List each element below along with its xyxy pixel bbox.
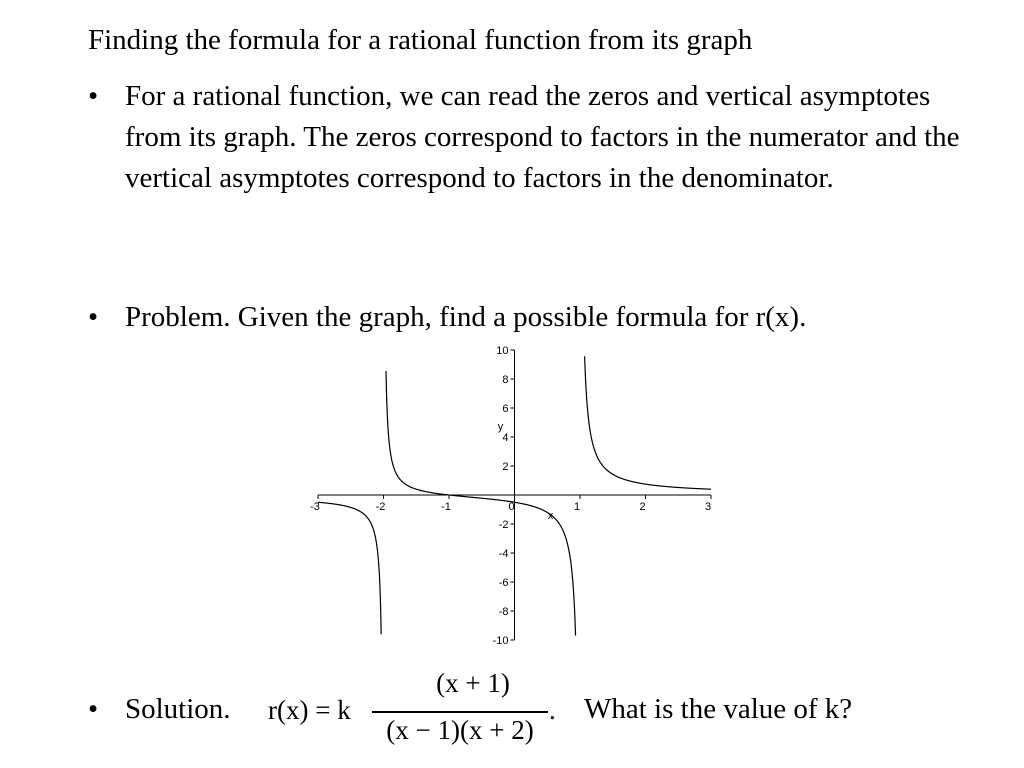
x-tick-label: 2 <box>639 501 646 513</box>
curve-middle-branch <box>386 371 576 636</box>
curve-left-branch <box>318 502 381 634</box>
solution-formula <box>268 668 568 758</box>
x-axis-label: x <box>547 510 554 522</box>
y-tick-label: 2 <box>502 461 509 473</box>
y-axis-label: y <box>497 420 504 433</box>
y-tick-label: 10 <box>496 345 509 357</box>
y-tick-label: 6 <box>502 403 509 415</box>
formula-denominator: (x − 1)(x + 2) <box>386 715 534 745</box>
bullet-text-2: Problem. Given the graph, find a possible formula for r(x). <box>125 301 807 333</box>
fraction-bar <box>372 711 548 713</box>
y-tick-label: -2 <box>498 519 509 531</box>
slide-title: Finding the formula for a rational function from its graph <box>88 24 753 56</box>
formula-numerator: (x + 1) <box>436 668 510 698</box>
solution-label: Solution. <box>125 693 231 725</box>
bullet-text-1: For a rational function, we can read the zeros and vertical asymptotes from its graph. The zeros correspond to factors in the numerator and the vertical asymptotes correspond to factors in the denominator. <box>125 80 960 194</box>
chart-axes <box>318 350 711 640</box>
curve-right-branch <box>585 356 711 489</box>
y-tick-label: -6 <box>498 577 509 589</box>
x-tick-label: -1 <box>441 501 451 513</box>
y-tick-label: -10 <box>492 635 509 647</box>
chart-labels <box>310 345 711 647</box>
bullet-marker: • <box>88 301 99 333</box>
x-tick-label: -2 <box>375 501 386 513</box>
y-tick-label: -4 <box>498 548 509 560</box>
bullet-marker: • <box>88 693 99 725</box>
bullet-marker: • <box>88 80 99 112</box>
x-tick-label: 1 <box>573 501 581 513</box>
x-tick-label: 0 <box>508 501 515 513</box>
question-text: What is the value of k? <box>584 693 853 725</box>
y-tick-label: 4 <box>502 432 509 444</box>
formula-period: . <box>549 695 556 725</box>
y-tick-label: 8 <box>502 374 509 386</box>
x-tick-label: 3 <box>704 501 712 513</box>
formula-lhs: r(x) = k <box>268 695 351 725</box>
y-tick-label: -8 <box>498 606 509 618</box>
x-tick-label: -3 <box>310 501 320 513</box>
